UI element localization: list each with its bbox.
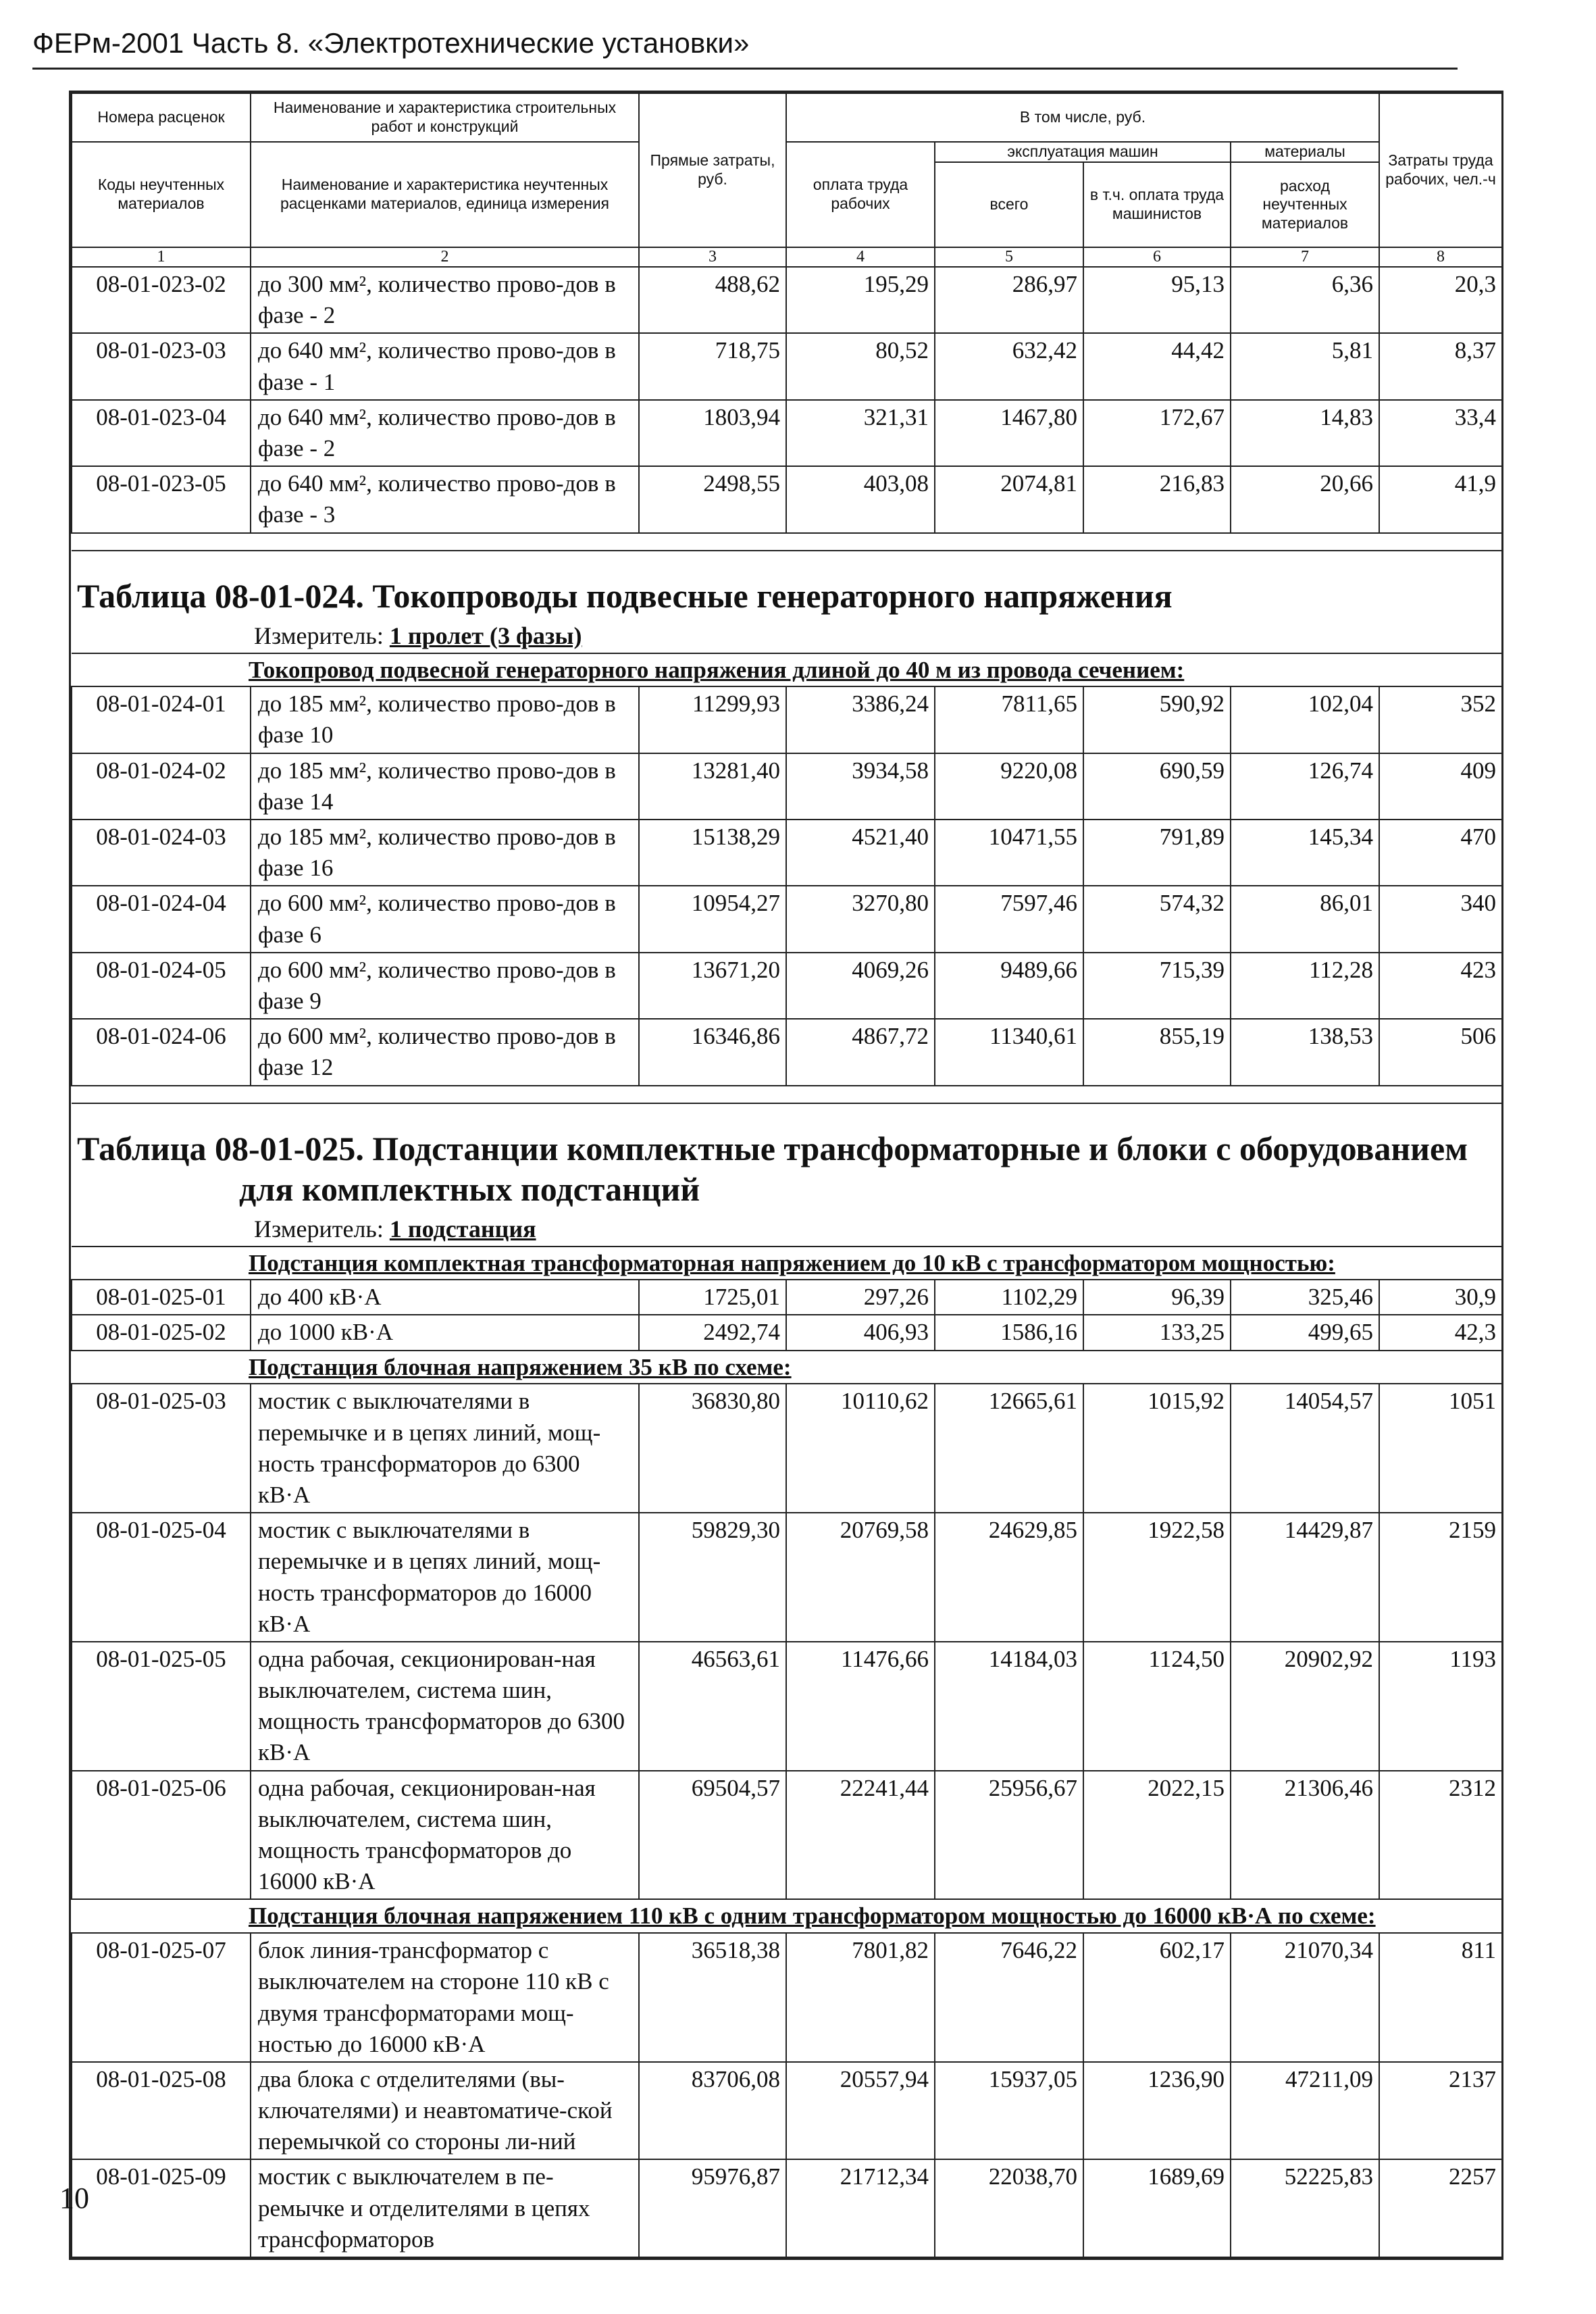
rate-value: 488,62: [639, 267, 786, 333]
rate-value: 20769,58: [786, 1513, 935, 1642]
rate-value: 2074,81: [935, 466, 1083, 532]
rate-value: 403,08: [786, 466, 935, 532]
rate-name: до 185 мм², количество прово-дов в фазе 14: [251, 753, 639, 820]
rate-code: 08-01-023-05: [72, 466, 251, 532]
rate-value: 195,29: [786, 267, 935, 333]
section-title-line: Таблица 08-01-025. Подстанции комплектные трансформаторные и блоки с оборудованием: [77, 1129, 1468, 1167]
rate-code: 08-01-024-01: [72, 686, 251, 753]
rate-value: 21712,34: [786, 2159, 935, 2257]
rate-value: 15937,05: [935, 2062, 1083, 2160]
header-materials: материалы: [1231, 142, 1379, 162]
section-title-cell: [72, 551, 1502, 653]
rate-value: 1689,69: [1083, 2159, 1231, 2257]
group-heading-row: [72, 1247, 1502, 1280]
section-title-cell-row: [72, 551, 1502, 653]
meter-line: [77, 1215, 1497, 1244]
group-heading-row: [72, 1351, 1502, 1384]
rate-code: 08-01-025-06: [72, 1771, 251, 1900]
rate-value: 30,9: [1379, 1280, 1502, 1315]
rate-code: 08-01-025-01: [72, 1280, 251, 1315]
rate-value: 20557,94: [786, 2062, 935, 2160]
rate-value: 409: [1379, 753, 1502, 820]
header-machines: эксплуатация машин: [935, 142, 1231, 162]
rate-value: 2492,74: [639, 1315, 786, 1350]
rate-code: 08-01-023-03: [72, 333, 251, 399]
rate-value: 423: [1379, 953, 1502, 1019]
table-row: [72, 1019, 1502, 1085]
table-row: [72, 267, 1502, 333]
rate-value: 2257: [1379, 2159, 1502, 2257]
table-row: [72, 466, 1502, 532]
rate-value: 2137: [1379, 2062, 1502, 2160]
rate-value: 1922,58: [1083, 1513, 1231, 1642]
rate-value: 1725,01: [639, 1280, 786, 1315]
meter-label: Измеритель:: [254, 1215, 390, 1242]
table-row: [72, 753, 1502, 820]
rate-name: мостик с выключателями в перемычке и в цепях линий, мощ-ность трансформаторов до 6300 кВ·А: [251, 1384, 639, 1513]
rate-value: 46563,61: [639, 1642, 786, 1771]
group-heading: Подстанция блочная напряжением 110 кВ с одним трансформатором мощностью до 16000 кВ·А по схеме:: [72, 1899, 1502, 1933]
rate-value: 11340,61: [935, 1019, 1083, 1085]
header-col6: в т.ч. оплата труда машинистов: [1083, 162, 1231, 247]
rate-value: 24629,85: [935, 1513, 1083, 1642]
rate-name: блок линия-трансформатор с выключателем на стороне 110 кВ с двумя трансформаторами мощ-ностью до 16000 кВ·А: [251, 1933, 639, 2062]
header-col4: оплата труда рабочих: [786, 142, 935, 247]
section-title-line: для комплектных подстанций: [239, 1169, 700, 1208]
rate-value: 59829,30: [639, 1513, 786, 1642]
table-row: [72, 1315, 1502, 1350]
rate-code: 08-01-023-04: [72, 400, 251, 466]
group-heading: Подстанция блочная напряжением 35 кВ по схеме:: [72, 1351, 1502, 1384]
rate-value: 10471,55: [935, 820, 1083, 886]
rate-value: 145,34: [1231, 820, 1379, 886]
rate-value: 2498,55: [639, 466, 786, 532]
rate-value: 855,19: [1083, 1019, 1231, 1085]
section-title: [77, 1105, 1497, 1215]
table-row: [72, 400, 1502, 466]
section-title: [77, 553, 1497, 622]
rate-value: 6,36: [1231, 267, 1379, 333]
rate-value: 574,32: [1083, 886, 1231, 952]
page-header: ФЕРм-2001 Часть 8. «Электротехнические установки»: [32, 27, 750, 59]
rate-value: 133,25: [1083, 1315, 1231, 1350]
rate-value: 5,81: [1231, 333, 1379, 399]
column-number: 4: [786, 247, 935, 267]
rate-value: 172,67: [1083, 400, 1231, 466]
rate-name: до 600 мм², количество прово-дов в фазе 6: [251, 886, 639, 952]
table-body: [72, 247, 1502, 2257]
rate-value: 690,59: [1083, 753, 1231, 820]
rate-value: 36518,38: [639, 1933, 786, 2062]
table-row: [72, 686, 1502, 753]
rate-value: 1467,80: [935, 400, 1083, 466]
section-title-cell-row: [72, 1103, 1502, 1247]
rate-value: 4867,72: [786, 1019, 935, 1085]
rate-value: 13281,40: [639, 753, 786, 820]
rate-code: 08-01-024-04: [72, 886, 251, 952]
rate-name: до 600 мм², количество прово-дов в фазе 12: [251, 1019, 639, 1085]
rate-value: 297,26: [786, 1280, 935, 1315]
header-col5: всего: [935, 162, 1083, 247]
column-number-row: [72, 247, 1502, 267]
rate-value: 2159: [1379, 1513, 1502, 1642]
rate-value: 42,3: [1379, 1315, 1502, 1350]
rate-value: 14054,57: [1231, 1384, 1379, 1513]
rate-code: 08-01-025-05: [72, 1642, 251, 1771]
table-row: [72, 2159, 1502, 2257]
rate-value: 1124,50: [1083, 1642, 1231, 1771]
column-number: 3: [639, 247, 786, 267]
rates-table-frame: [69, 91, 1503, 2260]
rate-value: 25956,67: [935, 1771, 1083, 1900]
rate-value: 1193: [1379, 1642, 1502, 1771]
rate-value: 16346,86: [639, 1019, 786, 1085]
rate-value: 2022,15: [1083, 1771, 1231, 1900]
meter-value: 1 пролет (3 фазы): [389, 622, 582, 649]
header-col1-bottom: Коды неучтенных материалов: [72, 142, 251, 247]
rate-value: 22241,44: [786, 1771, 935, 1900]
column-number: 2: [251, 247, 639, 267]
table-row: [72, 2062, 1502, 2160]
table-row: [72, 1513, 1502, 1642]
meter-line: [77, 622, 1497, 651]
column-number: 8: [1379, 247, 1502, 267]
rate-code: 08-01-023-02: [72, 267, 251, 333]
rate-value: 4521,40: [786, 820, 935, 886]
rate-value: 1803,94: [639, 400, 786, 466]
rate-value: 41,9: [1379, 466, 1502, 532]
header-col1-top: Номера расценок: [72, 93, 251, 142]
rate-value: 216,83: [1083, 466, 1231, 532]
spacer: [72, 1086, 1502, 1103]
table-row: [72, 820, 1502, 886]
rate-value: 14,83: [1231, 400, 1379, 466]
rate-code: 08-01-024-03: [72, 820, 251, 886]
rate-code: 08-01-025-07: [72, 1933, 251, 2062]
rate-value: 499,65: [1231, 1315, 1379, 1350]
rate-value: 20,66: [1231, 466, 1379, 532]
rate-value: 20,3: [1379, 267, 1502, 333]
rate-value: 811: [1379, 1933, 1502, 2062]
rate-value: 286,97: [935, 267, 1083, 333]
rate-value: 11476,66: [786, 1642, 935, 1771]
rate-code: 08-01-025-04: [72, 1513, 251, 1642]
group-heading-row: [72, 653, 1502, 687]
rate-code: 08-01-024-06: [72, 1019, 251, 1085]
rate-value: 506: [1379, 1019, 1502, 1085]
rate-value: 102,04: [1231, 686, 1379, 753]
rate-value: 602,17: [1083, 1933, 1231, 2062]
rate-value: 95,13: [1083, 267, 1231, 333]
rate-name: до 640 мм², количество прово-дов в фазе - 3: [251, 466, 639, 532]
rate-value: 1586,16: [935, 1315, 1083, 1350]
rate-value: 10110,62: [786, 1384, 935, 1513]
rate-value: 7646,22: [935, 1933, 1083, 2062]
rate-value: 340: [1379, 886, 1502, 952]
rate-value: 126,74: [1231, 753, 1379, 820]
rate-value: 8,37: [1379, 333, 1502, 399]
rate-value: 1051: [1379, 1384, 1502, 1513]
rate-code: 08-01-025-03: [72, 1384, 251, 1513]
meter-value: 1 подстанция: [389, 1215, 536, 1242]
rate-value: 632,42: [935, 333, 1083, 399]
rate-value: 33,4: [1379, 400, 1502, 466]
rate-value: 10954,27: [639, 886, 786, 952]
rate-name: до 400 кВ·А: [251, 1280, 639, 1315]
header-rule: [32, 68, 1458, 70]
rate-code: 08-01-024-05: [72, 953, 251, 1019]
rate-name: мостик с выключателем в пе-ремычке и отделителями в цепях трансформаторов: [251, 2159, 639, 2257]
column-number: 5: [935, 247, 1083, 267]
group-heading-row: [72, 1899, 1502, 1933]
rate-value: 9489,66: [935, 953, 1083, 1019]
rate-value: 80,52: [786, 333, 935, 399]
rate-value: 590,92: [1083, 686, 1231, 753]
rate-value: 83706,08: [639, 2062, 786, 2160]
rate-value: 2312: [1379, 1771, 1502, 1900]
rate-value: 3934,58: [786, 753, 935, 820]
group-heading: Токопровод подвесной генераторного напряжения длиной до 40 м из провода сечением:: [72, 653, 1502, 687]
group-heading: Подстанция комплектная трансформаторная напряжением до 10 кВ с трансформатором мощностью:: [72, 1247, 1502, 1280]
header-col8: Затраты труда рабочих, чел.-ч: [1379, 93, 1502, 247]
rate-value: 13671,20: [639, 953, 786, 1019]
rate-name: до 640 мм², количество прово-дов в фазе - 1: [251, 333, 639, 399]
rate-value: 22038,70: [935, 2159, 1083, 2257]
rates-table: [71, 93, 1503, 2258]
rate-name: мостик с выключателями в перемычке и в цепях линий, мощ-ность трансформаторов до 16000 кВ·А: [251, 1513, 639, 1642]
rate-value: 1015,92: [1083, 1384, 1231, 1513]
header-col2-bottom: Наименование и характеристика неучтенных расценками материалов, единица измерения: [251, 142, 639, 247]
rate-value: 52225,83: [1231, 2159, 1379, 2257]
rate-name: до 600 мм², количество прово-дов в фазе 9: [251, 953, 639, 1019]
rate-value: 406,93: [786, 1315, 935, 1350]
rate-value: 321,31: [786, 400, 935, 466]
rate-value: 36830,80: [639, 1384, 786, 1513]
rate-value: 7597,46: [935, 886, 1083, 952]
rate-value: 86,01: [1231, 886, 1379, 952]
rate-value: 21306,46: [1231, 1771, 1379, 1900]
rate-value: 44,42: [1083, 333, 1231, 399]
spacer: [72, 533, 1502, 551]
table-row: [72, 1384, 1502, 1513]
rate-code: 08-01-024-02: [72, 753, 251, 820]
rate-value: 14184,03: [935, 1642, 1083, 1771]
rate-value: 1102,29: [935, 1280, 1083, 1315]
rate-value: 1236,90: [1083, 2062, 1231, 2160]
rate-value: 715,39: [1083, 953, 1231, 1019]
rate-name: до 300 мм², количество прово-дов в фазе - 2: [251, 267, 639, 333]
table-row: [72, 953, 1502, 1019]
spacer-row: [72, 533, 1502, 551]
rate-code: 08-01-025-08: [72, 2062, 251, 2160]
rate-value: 7811,65: [935, 686, 1083, 753]
rate-value: 9220,08: [935, 753, 1083, 820]
rate-value: 112,28: [1231, 953, 1379, 1019]
rate-value: 11299,93: [639, 686, 786, 753]
rate-name: одна рабочая, секционирован-ная выключателем, система шин, мощность трансформаторов до 16000 кВ·А: [251, 1771, 639, 1900]
header-col3: Прямые затраты, руб.: [639, 93, 786, 247]
rate-value: 14429,87: [1231, 1513, 1379, 1642]
rate-value: 791,89: [1083, 820, 1231, 886]
table-row: [72, 1933, 1502, 2062]
meter-label: Измеритель:: [254, 622, 390, 649]
rate-value: 95976,87: [639, 2159, 786, 2257]
rate-name: до 1000 кВ·А: [251, 1315, 639, 1350]
rate-name: одна рабочая, секционирован-ная выключателем, система шин, мощность трансформаторов до 6300 кВ·А: [251, 1642, 639, 1771]
column-number: 1: [72, 247, 251, 267]
spacer-row: [72, 1086, 1502, 1103]
rate-value: 69504,57: [639, 1771, 786, 1900]
rate-value: 470: [1379, 820, 1502, 886]
page-number: 10: [59, 2182, 89, 2215]
section-title-cell: [72, 1103, 1502, 1247]
rate-value: 96,39: [1083, 1280, 1231, 1315]
header-col2-top: Наименование и характеристика строительных работ и конструкций: [251, 93, 639, 142]
header-col7: расход неучтенных материалов: [1231, 162, 1379, 247]
rate-value: 325,46: [1231, 1280, 1379, 1315]
rate-value: 20902,92: [1231, 1642, 1379, 1771]
rate-name: до 185 мм², количество прово-дов в фазе 16: [251, 820, 639, 886]
column-number: 7: [1231, 247, 1379, 267]
rate-value: 7801,82: [786, 1933, 935, 2062]
table-row: [72, 333, 1502, 399]
column-number: 6: [1083, 247, 1231, 267]
rate-value: 4069,26: [786, 953, 935, 1019]
rate-code: 08-01-025-02: [72, 1315, 251, 1350]
rate-value: 3386,24: [786, 686, 935, 753]
rate-value: 21070,34: [1231, 1933, 1379, 2062]
header-including: В том числе, руб.: [786, 93, 1379, 142]
table-row: [72, 1642, 1502, 1771]
rate-value: 718,75: [639, 333, 786, 399]
rate-code: 08-01-025-09: [72, 2159, 251, 2257]
rate-value: 352: [1379, 686, 1502, 753]
rate-value: 47211,09: [1231, 2062, 1379, 2160]
table-row: [72, 886, 1502, 952]
rate-value: 15138,29: [639, 820, 786, 886]
rate-name: два блока с отделителями (вы-ключателями) и неавтоматиче-ской перемычкой со стороны ли-ний: [251, 2062, 639, 2160]
rate-name: до 185 мм², количество прово-дов в фазе 10: [251, 686, 639, 753]
table-row: [72, 1280, 1502, 1315]
rate-value: 3270,80: [786, 886, 935, 952]
table-row: [72, 1771, 1502, 1900]
rate-value: 138,53: [1231, 1019, 1379, 1085]
section-title-line: Таблица 08-01-024. Токопроводы подвесные генераторного напряжения: [77, 576, 1173, 615]
table-header: [72, 93, 1502, 247]
rate-name: до 640 мм², количество прово-дов в фазе - 2: [251, 400, 639, 466]
rate-value: 12665,61: [935, 1384, 1083, 1513]
